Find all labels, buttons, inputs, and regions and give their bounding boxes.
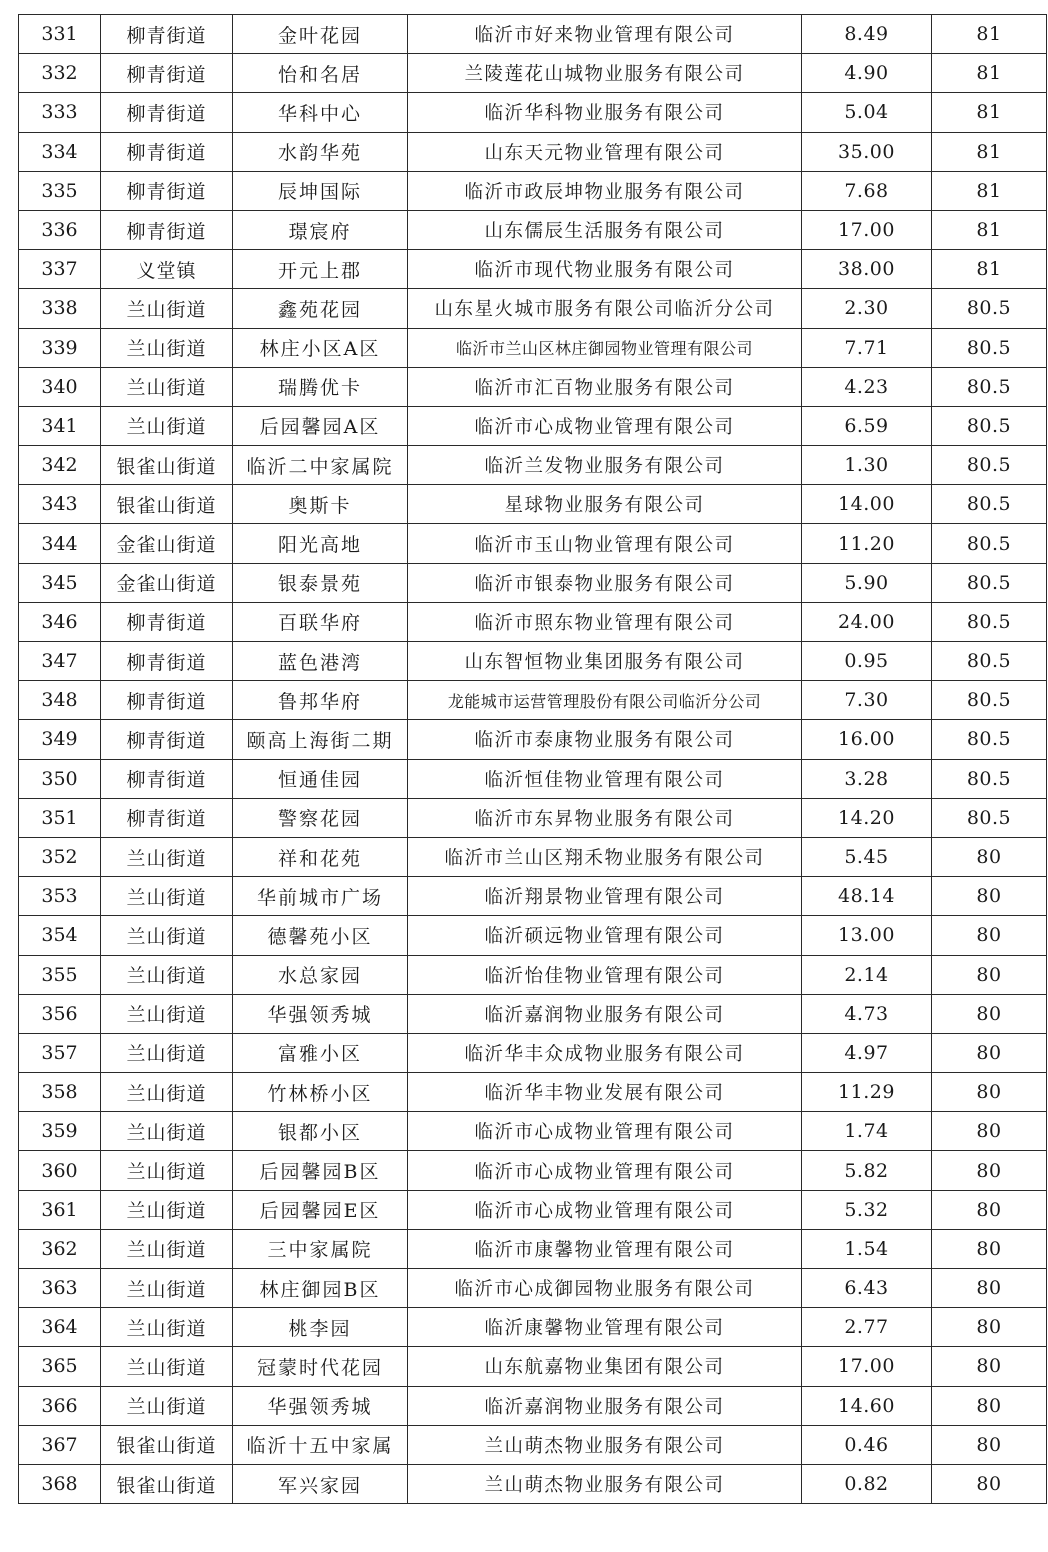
cell-community: 后园馨园A区: [233, 406, 408, 445]
cell-score: 80: [932, 1269, 1047, 1308]
cell-rank-number: 339: [19, 328, 101, 367]
cell-street: 银雀山街道: [101, 1425, 233, 1464]
cell-street: 兰山街道: [101, 1151, 233, 1190]
cell-area: 14.20: [802, 798, 932, 837]
cell-street: 兰山街道: [101, 1347, 233, 1386]
table-row: [19, 1425, 1047, 1464]
table-row: [19, 563, 1047, 602]
cell-property-company: 临沂康馨物业管理有限公司: [408, 1308, 802, 1347]
cell-area: 38.00: [802, 250, 932, 289]
cell-score: 80.5: [932, 563, 1047, 602]
cell-area: 0.82: [802, 1464, 932, 1503]
cell-score: 80: [932, 1347, 1047, 1386]
cell-community: 金叶花园: [233, 15, 408, 54]
cell-score: 80.5: [932, 602, 1047, 641]
cell-rank-number: 353: [19, 877, 101, 916]
cell-rank-number: 358: [19, 1073, 101, 1112]
table-row: [19, 1308, 1047, 1347]
cell-property-company: 临沂翔景物业管理有限公司: [408, 877, 802, 916]
cell-community: 怡和名居: [233, 54, 408, 93]
table-row: [19, 328, 1047, 367]
cell-area: 2.77: [802, 1308, 932, 1347]
cell-score: 80: [932, 1033, 1047, 1072]
cell-property-company: 临沂兰发物业服务有限公司: [408, 446, 802, 485]
cell-property-company: 星球物业服务有限公司: [408, 485, 802, 524]
cell-score: 80: [932, 1386, 1047, 1425]
cell-street: 兰山街道: [101, 1229, 233, 1268]
cell-area: 14.60: [802, 1386, 932, 1425]
cell-area: 1.74: [802, 1112, 932, 1151]
cell-community: 开元上郡: [233, 250, 408, 289]
cell-rank-number: 350: [19, 759, 101, 798]
cell-rank-number: 345: [19, 563, 101, 602]
cell-area: 13.00: [802, 916, 932, 955]
cell-street: 柳青街道: [101, 642, 233, 681]
cell-street: 兰山街道: [101, 837, 233, 876]
table-row: [19, 1112, 1047, 1151]
cell-property-company: 临沂市心成物业管理有限公司: [408, 1190, 802, 1229]
cell-community: 富雅小区: [233, 1033, 408, 1072]
cell-area: 6.43: [802, 1269, 932, 1308]
cell-community: 华强领秀城: [233, 1386, 408, 1425]
table-row: [19, 916, 1047, 955]
table-row: [19, 289, 1047, 328]
cell-area: 5.82: [802, 1151, 932, 1190]
cell-area: 24.00: [802, 602, 932, 641]
cell-property-company: 山东星火城市服务有限公司临沂分公司: [408, 289, 802, 328]
cell-rank-number: 357: [19, 1033, 101, 1072]
table-row: [19, 1386, 1047, 1425]
cell-area: 2.14: [802, 955, 932, 994]
cell-property-company: 临沂嘉润物业服务有限公司: [408, 1386, 802, 1425]
table-body: [19, 15, 1047, 1504]
cell-street: 柳青街道: [101, 798, 233, 837]
cell-community: 德馨苑小区: [233, 916, 408, 955]
cell-area: 1.30: [802, 446, 932, 485]
cell-rank-number: 335: [19, 171, 101, 210]
table-row: [19, 210, 1047, 249]
cell-score: 80: [932, 1112, 1047, 1151]
cell-rank-number: 333: [19, 93, 101, 132]
cell-area: 6.59: [802, 406, 932, 445]
cell-street: 兰山街道: [101, 1190, 233, 1229]
cell-street: 柳青街道: [101, 602, 233, 641]
cell-property-company: 临沂市玉山物业管理有限公司: [408, 524, 802, 563]
cell-score: 80.5: [932, 446, 1047, 485]
cell-property-company: 兰山萌杰物业服务有限公司: [408, 1425, 802, 1464]
table-row: [19, 524, 1047, 563]
cell-rank-number: 365: [19, 1347, 101, 1386]
cell-street: 兰山街道: [101, 1033, 233, 1072]
cell-area: 17.00: [802, 1347, 932, 1386]
cell-community: 水韵华苑: [233, 132, 408, 171]
cell-score: 80: [932, 1464, 1047, 1503]
cell-property-company: 临沂硕远物业管理有限公司: [408, 916, 802, 955]
cell-area: 5.32: [802, 1190, 932, 1229]
cell-area: 14.00: [802, 485, 932, 524]
cell-property-company: 临沂市心成物业管理有限公司: [408, 1112, 802, 1151]
cell-property-company: 临沂市汇百物业服务有限公司: [408, 367, 802, 406]
cell-area: 16.00: [802, 720, 932, 759]
cell-street: 兰山街道: [101, 367, 233, 406]
cell-street: 兰山街道: [101, 1112, 233, 1151]
cell-score: 80.5: [932, 798, 1047, 837]
cell-area: 7.68: [802, 171, 932, 210]
cell-community: 林庄小区A区: [233, 328, 408, 367]
cell-community: 璟宸府: [233, 210, 408, 249]
cell-area: 5.90: [802, 563, 932, 602]
cell-rank-number: 340: [19, 367, 101, 406]
cell-property-company: 临沂怡佳物业管理有限公司: [408, 955, 802, 994]
cell-rank-number: 361: [19, 1190, 101, 1229]
table-row: [19, 759, 1047, 798]
cell-score: 80.5: [932, 289, 1047, 328]
cell-score: 81: [932, 132, 1047, 171]
cell-rank-number: 355: [19, 955, 101, 994]
cell-score: 81: [932, 54, 1047, 93]
cell-street: 银雀山街道: [101, 446, 233, 485]
cell-score: 81: [932, 15, 1047, 54]
cell-property-company: 临沂市好来物业管理有限公司: [408, 15, 802, 54]
cell-area: 48.14: [802, 877, 932, 916]
cell-rank-number: 354: [19, 916, 101, 955]
cell-community: 林庄御园B区: [233, 1269, 408, 1308]
cell-area: 0.46: [802, 1425, 932, 1464]
cell-score: 80.5: [932, 328, 1047, 367]
cell-area: 7.30: [802, 681, 932, 720]
cell-score: 80: [932, 1073, 1047, 1112]
cell-property-company: 兰山萌杰物业服务有限公司: [408, 1464, 802, 1503]
cell-score: 80.5: [932, 720, 1047, 759]
cell-area: 4.73: [802, 994, 932, 1033]
cell-community: 桃李园: [233, 1308, 408, 1347]
cell-street: 柳青街道: [101, 132, 233, 171]
table-row: [19, 250, 1047, 289]
cell-community: 竹林桥小区: [233, 1073, 408, 1112]
cell-score: 80.5: [932, 367, 1047, 406]
cell-community: 阳光高地: [233, 524, 408, 563]
cell-street: 兰山街道: [101, 1269, 233, 1308]
table-row: [19, 367, 1047, 406]
cell-property-company: 临沂市心成物业管理有限公司: [408, 1151, 802, 1190]
cell-community: 瑞腾优卡: [233, 367, 408, 406]
table-row: [19, 1269, 1047, 1308]
cell-street: 柳青街道: [101, 759, 233, 798]
cell-street: 柳青街道: [101, 15, 233, 54]
cell-rank-number: 351: [19, 798, 101, 837]
table-row: [19, 54, 1047, 93]
cell-rank-number: 349: [19, 720, 101, 759]
cell-community: 华强领秀城: [233, 994, 408, 1033]
cell-property-company: 临沂市政辰坤物业服务有限公司: [408, 171, 802, 210]
cell-rank-number: 334: [19, 132, 101, 171]
cell-rank-number: 363: [19, 1269, 101, 1308]
cell-score: 80.5: [932, 406, 1047, 445]
cell-area: 11.29: [802, 1073, 932, 1112]
cell-community: 颐高上海街二期: [233, 720, 408, 759]
cell-area: 1.54: [802, 1229, 932, 1268]
cell-rank-number: 332: [19, 54, 101, 93]
table-row: [19, 132, 1047, 171]
cell-property-company: 临沂市东昇物业服务有限公司: [408, 798, 802, 837]
table-row: [19, 955, 1047, 994]
cell-property-company: 临沂市现代物业服务有限公司: [408, 250, 802, 289]
cell-area: 4.97: [802, 1033, 932, 1072]
cell-area: 4.90: [802, 54, 932, 93]
cell-score: 80.5: [932, 485, 1047, 524]
cell-score: 80: [932, 1308, 1047, 1347]
table-row: [19, 1229, 1047, 1268]
cell-rank-number: 337: [19, 250, 101, 289]
cell-community: 三中家属院: [233, 1229, 408, 1268]
table-row: [19, 720, 1047, 759]
cell-score: 80.5: [932, 681, 1047, 720]
cell-property-company: 兰陵莲花山城物业服务有限公司: [408, 54, 802, 93]
cell-street: 兰山街道: [101, 1308, 233, 1347]
cell-property-company: 山东儒辰生活服务有限公司: [408, 210, 802, 249]
cell-community: 水总家园: [233, 955, 408, 994]
table-row: [19, 877, 1047, 916]
cell-score: 80: [932, 877, 1047, 916]
cell-rank-number: 343: [19, 485, 101, 524]
cell-community: 华科中心: [233, 93, 408, 132]
cell-score: 80: [932, 837, 1047, 876]
cell-street: 兰山街道: [101, 916, 233, 955]
cell-rank-number: 331: [19, 15, 101, 54]
table-row: [19, 93, 1047, 132]
cell-community: 奥斯卡: [233, 485, 408, 524]
table-row: [19, 1151, 1047, 1190]
cell-community: 后园馨园B区: [233, 1151, 408, 1190]
cell-community: 冠蒙时代花园: [233, 1347, 408, 1386]
cell-property-company: 临沂市兰山区林庄御园物业管理有限公司: [408, 328, 802, 367]
cell-area: 35.00: [802, 132, 932, 171]
cell-street: 柳青街道: [101, 210, 233, 249]
table-row: [19, 485, 1047, 524]
cell-rank-number: 364: [19, 1308, 101, 1347]
cell-community: 警察花园: [233, 798, 408, 837]
cell-rank-number: 341: [19, 406, 101, 445]
cell-property-company: 临沂华丰物业发展有限公司: [408, 1073, 802, 1112]
table-row: [19, 994, 1047, 1033]
cell-rank-number: 366: [19, 1386, 101, 1425]
cell-street: 兰山街道: [101, 328, 233, 367]
table-row: [19, 837, 1047, 876]
cell-rank-number: 342: [19, 446, 101, 485]
cell-score: 80: [932, 994, 1047, 1033]
cell-street: 柳青街道: [101, 681, 233, 720]
cell-property-company: 临沂市照东物业管理有限公司: [408, 602, 802, 641]
cell-area: 0.95: [802, 642, 932, 681]
cell-score: 80.5: [932, 642, 1047, 681]
cell-community: 蓝色港湾: [233, 642, 408, 681]
cell-street: 兰山街道: [101, 1386, 233, 1425]
cell-property-company: 临沂华科物业服务有限公司: [408, 93, 802, 132]
cell-area: 4.23: [802, 367, 932, 406]
cell-rank-number: 368: [19, 1464, 101, 1503]
cell-score: 80: [932, 1190, 1047, 1229]
cell-community: 临沂二中家属院: [233, 446, 408, 485]
table-row: [19, 171, 1047, 210]
cell-community: 百联华府: [233, 602, 408, 641]
cell-street: 义堂镇: [101, 250, 233, 289]
cell-area: 5.04: [802, 93, 932, 132]
table-row: [19, 406, 1047, 445]
cell-street: 兰山街道: [101, 1073, 233, 1112]
cell-rank-number: 346: [19, 602, 101, 641]
table-row: [19, 1190, 1047, 1229]
cell-community: 恒通佳园: [233, 759, 408, 798]
cell-score: 81: [932, 210, 1047, 249]
cell-street: 柳青街道: [101, 54, 233, 93]
cell-community: 银都小区: [233, 1112, 408, 1151]
cell-community: 后园馨园E区: [233, 1190, 408, 1229]
cell-street: 金雀山街道: [101, 524, 233, 563]
cell-street: 柳青街道: [101, 171, 233, 210]
cell-area: 5.45: [802, 837, 932, 876]
table-row: [19, 1033, 1047, 1072]
cell-property-company: 临沂恒佳物业管理有限公司: [408, 759, 802, 798]
cell-street: 金雀山街道: [101, 563, 233, 602]
cell-street: 兰山街道: [101, 406, 233, 445]
cell-area: 8.49: [802, 15, 932, 54]
cell-rank-number: 348: [19, 681, 101, 720]
cell-street: 兰山街道: [101, 994, 233, 1033]
table-row: [19, 1073, 1047, 1112]
cell-score: 80.5: [932, 759, 1047, 798]
cell-property-company: 临沂嘉润物业服务有限公司: [408, 994, 802, 1033]
cell-street: 兰山街道: [101, 877, 233, 916]
cell-street: 银雀山街道: [101, 485, 233, 524]
cell-rank-number: 359: [19, 1112, 101, 1151]
cell-street: 银雀山街道: [101, 1464, 233, 1503]
cell-community: 华前城市广场: [233, 877, 408, 916]
table-row: [19, 642, 1047, 681]
cell-property-company: 龙能城市运营管理股份有限公司临沂分公司: [408, 681, 802, 720]
cell-area: 7.71: [802, 328, 932, 367]
cell-score: 80: [932, 1151, 1047, 1190]
cell-score: 80.5: [932, 524, 1047, 563]
cell-rank-number: 362: [19, 1229, 101, 1268]
cell-rank-number: 338: [19, 289, 101, 328]
cell-rank-number: 336: [19, 210, 101, 249]
cell-rank-number: 344: [19, 524, 101, 563]
table-row: [19, 446, 1047, 485]
cell-property-company: 临沂市心成御园物业服务有限公司: [408, 1269, 802, 1308]
cell-rank-number: 360: [19, 1151, 101, 1190]
table-row: [19, 15, 1047, 54]
cell-score: 80: [932, 1425, 1047, 1464]
cell-score: 80: [932, 916, 1047, 955]
cell-street: 柳青街道: [101, 720, 233, 759]
cell-community: 鑫苑花园: [233, 289, 408, 328]
cell-score: 81: [932, 171, 1047, 210]
cell-score: 81: [932, 93, 1047, 132]
cell-community: 银泰景苑: [233, 563, 408, 602]
cell-community: 鲁邦华府: [233, 681, 408, 720]
cell-street: 兰山街道: [101, 955, 233, 994]
table-row: [19, 798, 1047, 837]
cell-area: 11.20: [802, 524, 932, 563]
cell-property-company: 山东航嘉物业集团有限公司: [408, 1347, 802, 1386]
cell-street: 柳青街道: [101, 93, 233, 132]
table-row: [19, 1347, 1047, 1386]
cell-property-company: 临沂市心成物业管理有限公司: [408, 406, 802, 445]
cell-area: 17.00: [802, 210, 932, 249]
cell-property-company: 临沂华丰众成物业服务有限公司: [408, 1033, 802, 1072]
table-row: [19, 681, 1047, 720]
table-row: [19, 602, 1047, 641]
cell-rank-number: 367: [19, 1425, 101, 1464]
cell-rank-number: 352: [19, 837, 101, 876]
cell-community: 临沂十五中家属: [233, 1425, 408, 1464]
cell-street: 兰山街道: [101, 289, 233, 328]
property-ranking-table: [18, 14, 1047, 1504]
cell-property-company: 山东天元物业管理有限公司: [408, 132, 802, 171]
cell-area: 2.30: [802, 289, 932, 328]
cell-score: 81: [932, 250, 1047, 289]
cell-property-company: 临沂市兰山区翔禾物业服务有限公司: [408, 837, 802, 876]
table-row: [19, 1464, 1047, 1503]
cell-community: 祥和花苑: [233, 837, 408, 876]
cell-rank-number: 347: [19, 642, 101, 681]
cell-community: 军兴家园: [233, 1464, 408, 1503]
cell-property-company: 临沂市康馨物业管理有限公司: [408, 1229, 802, 1268]
cell-area: 3.28: [802, 759, 932, 798]
cell-property-company: 山东智恒物业集团服务有限公司: [408, 642, 802, 681]
cell-community: 辰坤国际: [233, 171, 408, 210]
cell-property-company: 临沂市泰康物业服务有限公司: [408, 720, 802, 759]
cell-score: 80: [932, 1229, 1047, 1268]
cell-score: 80: [932, 955, 1047, 994]
cell-property-company: 临沂市银泰物业服务有限公司: [408, 563, 802, 602]
cell-rank-number: 356: [19, 994, 101, 1033]
